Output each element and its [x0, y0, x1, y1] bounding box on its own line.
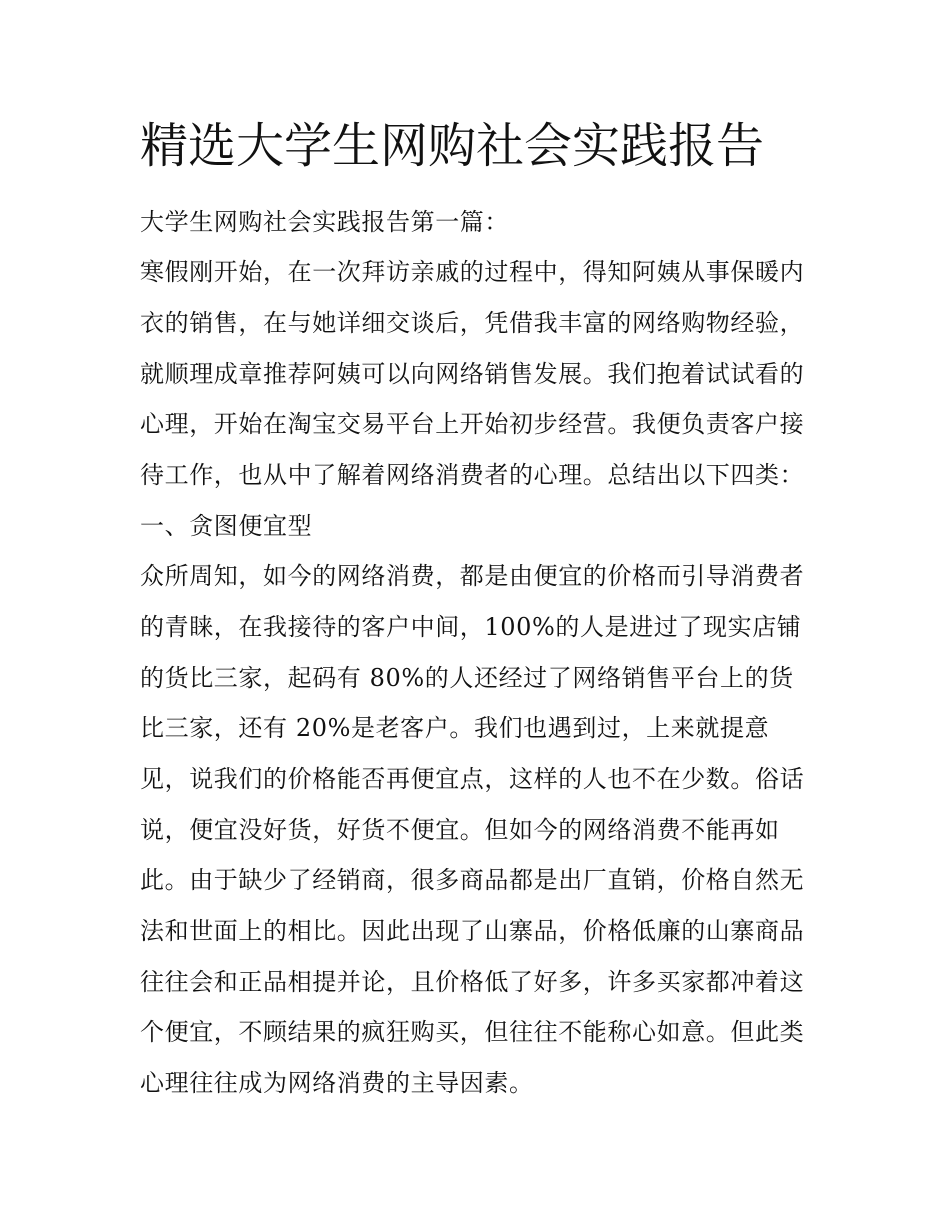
subsection-heading: 一、贪图便宜型 — [140, 512, 313, 540]
paragraph-line: 衣的销售，在与她详细交谈后，凭借我丰富的网络购物经验， — [140, 309, 805, 337]
paragraph-line: 比三家，还有 20%是老客户。我们也遇到过，上来就提意 — [140, 714, 770, 742]
paragraph-line: 寒假刚开始，在一次拜访亲戚的过程中，得知阿姨从事保暖内 — [140, 258, 805, 286]
paragraph-line: 个便宜，不顾结果的疯狂购买，但往往不能称心如意。但此类 — [140, 1018, 805, 1046]
paragraph-line: 心理往往成为网络消费的主导因素。 — [140, 1069, 534, 1097]
page-title: 精选大学生网购社会实践报告 — [140, 118, 765, 174]
paragraph-line: 此。由于缺少了经销商，很多商品都是出厂直销，价格自然无 — [140, 866, 805, 894]
paragraph-line: 说，便宜没好货，好货不便宜。但如今的网络消费不能再如 — [140, 816, 780, 844]
paragraph-line: 的青睐，在我接待的客户中间，100%的人是进过了现实店铺 — [140, 613, 802, 641]
paragraph-line: 法和世面上的相比。因此出现了山寨品，价格低廉的山寨商品 — [140, 917, 805, 945]
paragraph-line: 心理，开始在淘宝交易平台上开始初步经营。我便负责客户接 — [140, 410, 805, 438]
paragraph-line: 往往会和正品相提并论，且价格低了好多，许多买家都冲着这 — [140, 968, 805, 996]
paragraph-line: 就顺理成章推荐阿姨可以向网络销售发展。我们抱着试试看的 — [140, 360, 805, 388]
section-heading: 大学生网购社会实践报告第一篇： — [140, 208, 509, 236]
paragraph-line: 待工作，也从中了解着网络消费者的心理。总结出以下四类： — [140, 461, 805, 489]
paragraph-line: 众所周知，如今的网络消费，都是由便宜的价格而引导消费者 — [140, 562, 805, 590]
paragraph-line: 见，说我们的价格能否再便宜点，这样的人也不在少数。俗话 — [140, 765, 805, 793]
paragraph-line: 的货比三家，起码有 80%的人还经过了网络销售平台上的货 — [140, 664, 794, 692]
